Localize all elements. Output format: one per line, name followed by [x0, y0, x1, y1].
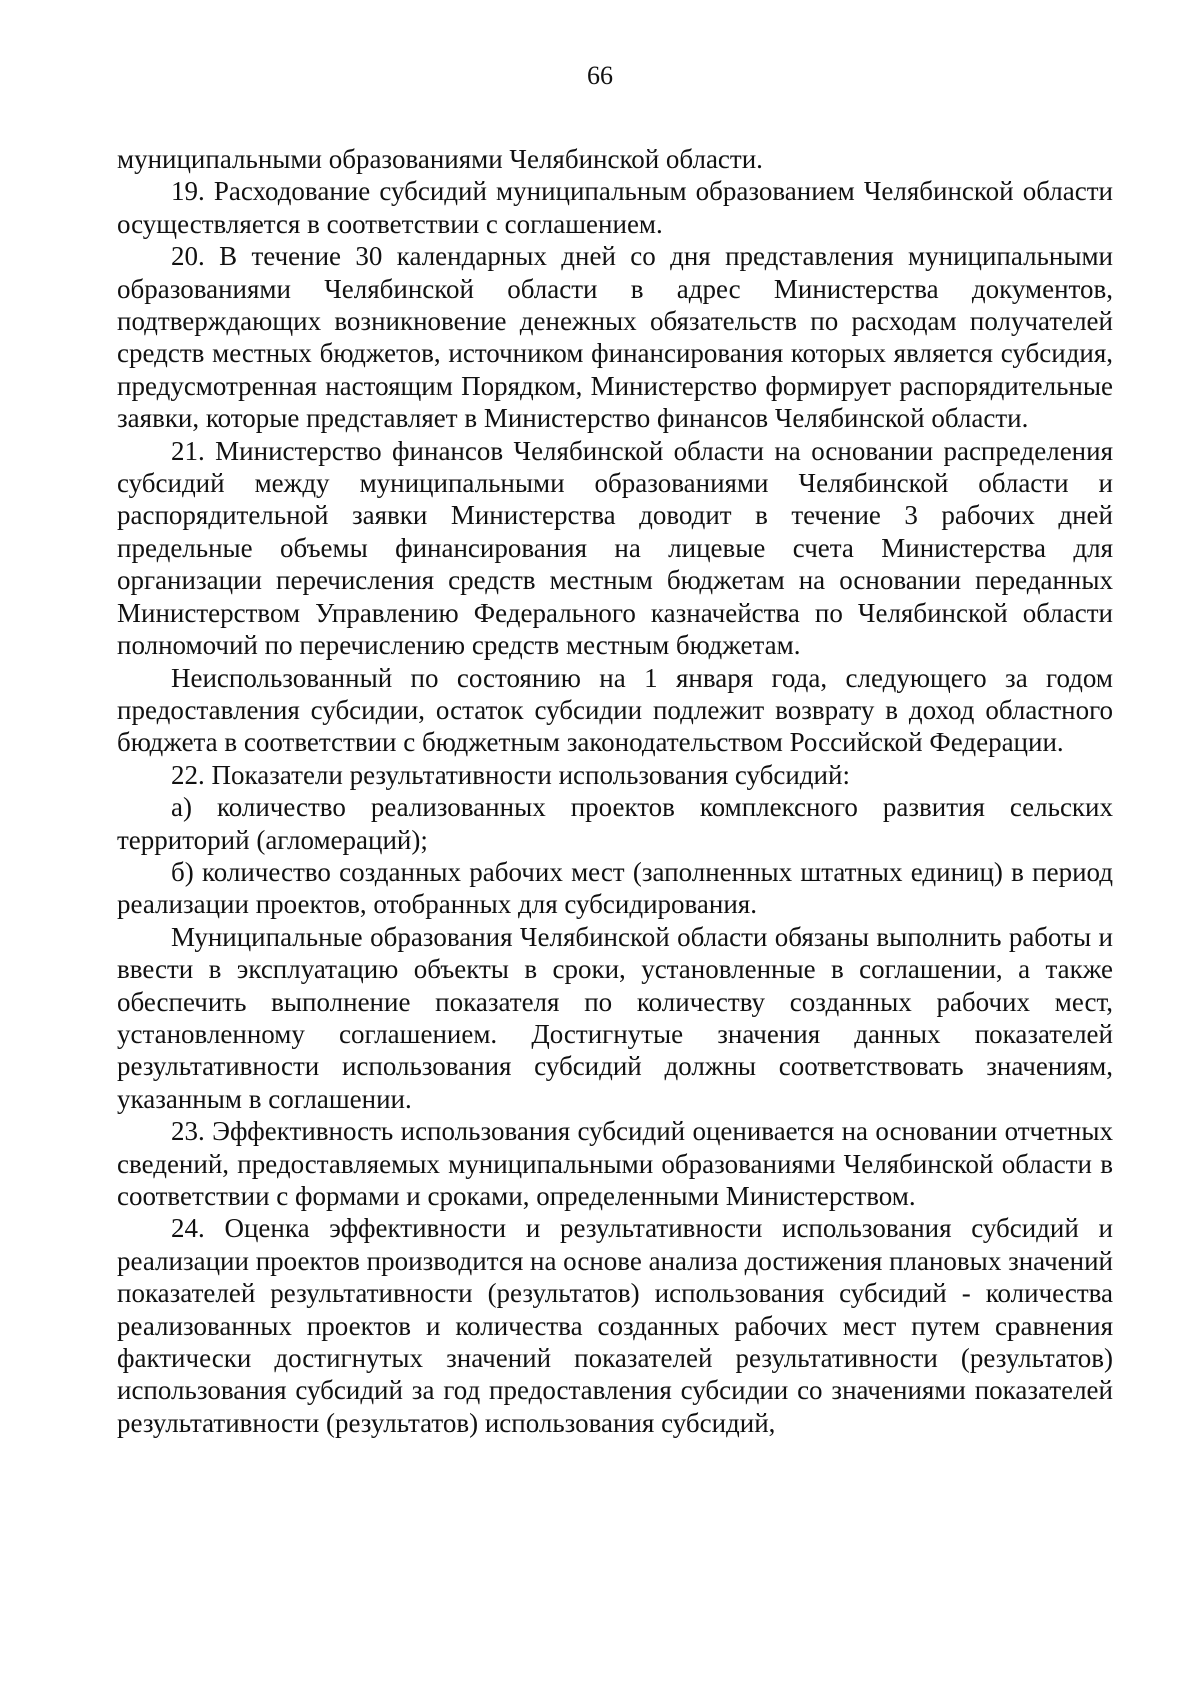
- paragraph-20: 20. В течение 30 календарных дней со дня представления муниципальными образованиями Челябинской области в адрес Министерства документов, подтверждающих возникновение денежных обязательств по расходам получателей средств местных бюджетов, источником финансирования которых является субсидия, предусмотренная настоящим Порядком, Министерство формирует распорядительные заявки, которые представляет в Министерство финансов Челябинской области.: [117, 241, 1113, 434]
- paragraph-19: 19. Расходование субсидий муниципальным образованием Челябинской области осуществляется в соответствии с соглашением.: [117, 176, 1113, 239]
- paragraph-22: 22. Показатели результативности использования субсидий:: [171, 759, 850, 790]
- paragraph-obligations: Муниципальные образования Челябинской области обязаны выполнить работы и ввести в эксплуатацию объекты в сроки, установленные в соглашении, а также обеспечить выполнение показателя по количеству созданных рабочих мест, установленному соглашением. Достигнутые значения данных показателей результативности использования субсидий должны соответствовать значениям, указанным в соглашении.: [117, 921, 1113, 1114]
- paragraph-23: 23. Эффективность использования субсидий оценивается на основании отчетных сведений, предоставляемых муниципальными образованиями Челябинской области в соответствии с формами и сроками, определенными Министерством.: [117, 1116, 1113, 1211]
- list-item-a: а) количество реализованных проектов комплексного развития сельских территорий (агломераций);: [117, 792, 1113, 855]
- page-number: 66: [587, 61, 613, 90]
- paragraph-unused-balance: Неиспользованный по состоянию на 1 января года, следующего за годом предоставления субсидии, остаток субсидии подлежит возврату в доход областного бюджета в соответствии с бюджетным законодательством Российской Федерации.: [117, 662, 1113, 758]
- list-item-b: б) количество созданных рабочих мест (заполненных штатных единиц) в период реализации проектов, отобранных для субсидирования.: [117, 856, 1113, 920]
- paragraph-24: 24. Оценка эффективности и результативности использования субсидий и реализации проектов производится на основе анализа достижения плановых значений показателей результативности (результатов) использования субсидий - количества реализованных проектов и количества созданных рабочих мест путем сравнения фактически достигнутых значений показателей результативности (результатов) использования субсидий за год предоставления субсидии со значениями показателей результативности (результатов) использования субсидий,: [117, 1213, 1113, 1438]
- paragraph-21: 21. Министерство финансов Челябинской области на основании распределения субсидий между муниципальными образованиями Челябинской области и распорядительной заявки Министерства доводит в течение 3 рабочих дней предельные объемы финансирования на лицевые счета Министерства для организации перечисления средств местным бюджетам на основании переданных Министерством Управлению Федерального казначейства по Челябинской области полномочий по перечислению средств местным бюджетам.: [117, 435, 1113, 661]
- document-body: [117, 143, 1113, 1439]
- paragraph-continuation: муниципальными образованиями Челябинской области.: [117, 144, 763, 174]
